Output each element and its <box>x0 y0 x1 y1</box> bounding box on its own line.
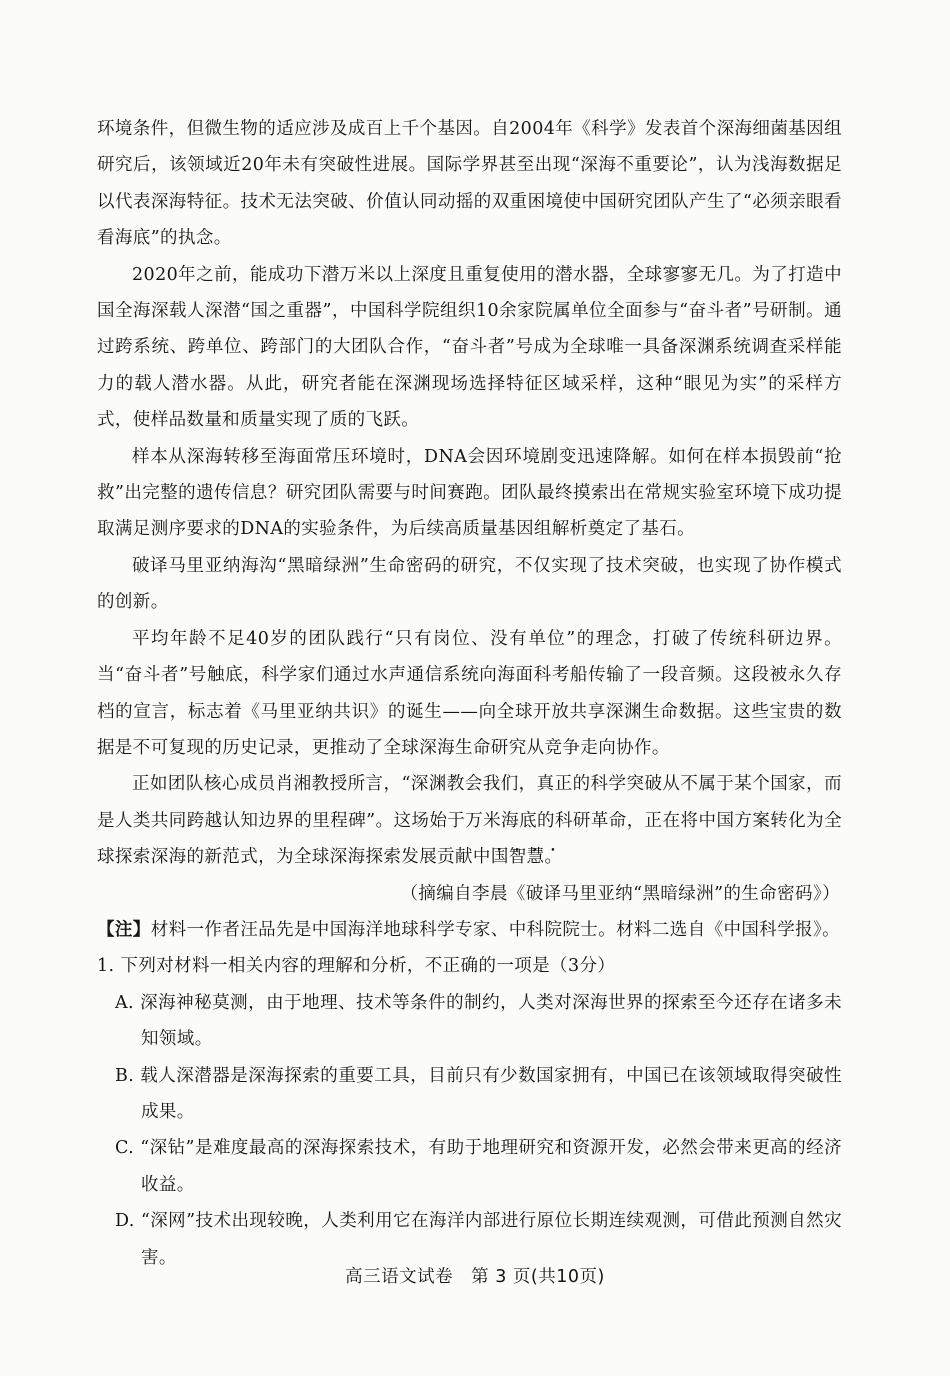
paragraph-2: 样本从深海转移至海面常压环境时，DNA会因环境剧变迅速降解。如何在样本损毁前“抢救”出完整的遗传信息？研究团队需要与时间赛跑。团队最终摸索出在常规实验室环境下成功提取满足测序要求的DNA的实验条件，为后续高质量基因组解析奠定了基石。 <box>97 446 842 540</box>
paragraph-5-end: 。 <box>544 847 563 868</box>
question-stem: 1. 下列对材料一相关内容的理解和分析，不正确的一项是（3分） <box>97 956 616 977</box>
paragraph-3: 破译马里亚纳海沟“黑暗绿洲”生命密码的研究，不仅实现了技术突破，也实现了协作模式的创新。 <box>97 555 842 613</box>
option-text: “深网”技术出现较晚，人类利用它在海洋内部进行原位长期连续观测，可借此预测自然灾害。 <box>140 1211 843 1268</box>
emphasis-char: 中 <box>472 847 491 868</box>
option-letter: C. <box>115 1138 135 1159</box>
page-footer: 高三语文试卷 第 3 页(共10页) <box>345 1267 605 1287</box>
paragraph-1: 2020年之前，能成功下潜万米以上深度且重复使用的潜水器，全球寥寥无几。为了打造中国全海深载人深潜“国之重器”，中国科学院组织10余家院属单位全面参与“奋斗者”号研制。通过跨系统、跨单位、跨部门的大团队合作，“奋斗者”号成为全球唯一具备深渊系统调查采样能力的载人潜水器。从此，研究者能在深渊现场选择特征区域采样，这种“眼见为实”的采样方式，使样品数量和质量实现了质的飞跃。 <box>97 264 842 431</box>
paragraph-4: 平均年龄不足40岁的团队践行“只有岗位、没有单位”的理念，打破了传统科研边界。当“奋斗者”号触底，科学家们通过水声通信系统向海面科考船传输了一段音频。这段被永久存档的宣言，标志着《马里亚纳共识》的诞生——向全球开放共享深渊生命数据。这些宝贵的数据是不可复现的历史记录，更推动了全球深海生命研究从竞争走向协作。 <box>97 628 842 758</box>
option-letter: A. <box>115 992 135 1013</box>
option-text: 载人深潜器是深海探索的重要工具，目前只有少数国家拥有，中国已在该领域取得突破性成果。 <box>140 1065 842 1122</box>
paragraph-5-text: 正如团队核心成员肖湘教授所言，“深渊教会我们，真正的科学突破从不属于某个国家，而是人类共同跨越认知边界的里程碑”。这场始于万米海底的科研革命，正在将中国方案转化为全球探索深海的新范式，为全球深海探索发展贡献 <box>97 774 842 868</box>
option-c[interactable] <box>97 1130 842 1203</box>
note-label: 【注】 <box>97 919 151 940</box>
option-text: 深海神秘莫测，由于地理、技术等条件的制约，人类对深海世界的探索至今还存在诸多未知领域。 <box>140 992 842 1050</box>
paragraph-5 <box>97 766 842 875</box>
note-text: 材料一作者汪品先是中国海洋地球科学专家、中科院院士。材料二选自《中国科学报》。 <box>150 919 841 940</box>
option-text: “深钻”是难度最高的深海探索技术，有助于地理研究和资源开发，必然会带来更高的经济收益。 <box>140 1138 843 1195</box>
option-letter: D. <box>115 1211 135 1232</box>
note <box>97 912 842 948</box>
source-citation: （摘编自李晨《破译马里亚纳“黑暗绿洲”的生命密码》） <box>400 883 840 904</box>
option-a[interactable] <box>97 985 842 1058</box>
emphasis-char: 慧 <box>526 847 545 868</box>
option-letter: B. <box>115 1065 135 1086</box>
paragraph-0: 环境条件，但微生物的适应涉及成百上千个基因。自2004年《科学》发表首个深海细菌基因组研究后，该领域近20年未有突破性进展。国际学界甚至出现“深海不重要论”，认为浅海数据足以代表深海特征。技术无法突破、价值认同动摇的双重困境使中国研究团队产生了“必须亲眼看看海底”的执念。 <box>97 119 842 249</box>
emphasis-char: 智 <box>508 847 527 868</box>
option-b[interactable] <box>97 1058 842 1131</box>
passage-text <box>97 111 842 1276</box>
emphasis-char: 国 <box>490 847 509 868</box>
